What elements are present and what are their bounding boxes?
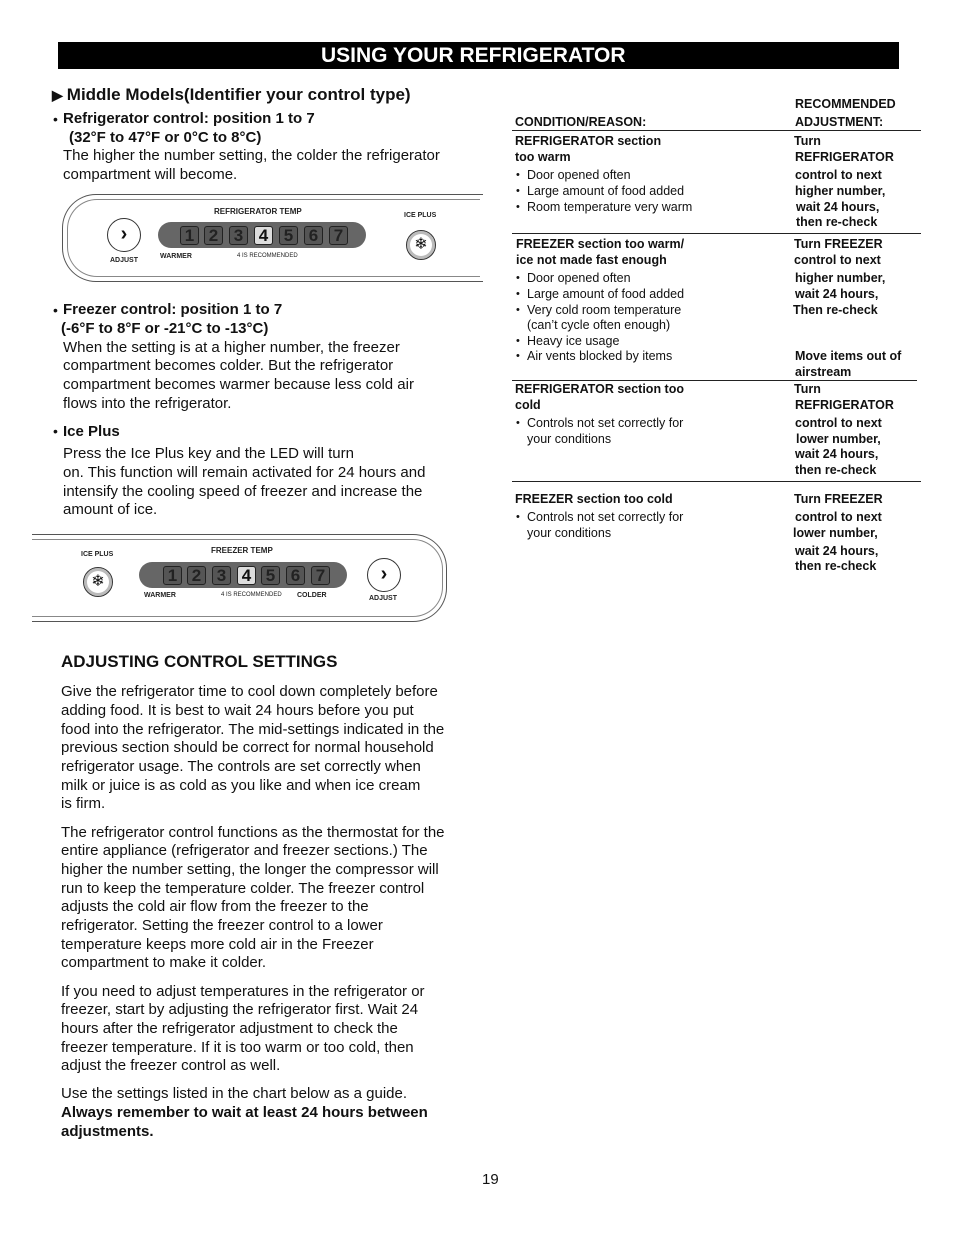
bullet-icon: • xyxy=(516,304,520,316)
row3-title-2: cold xyxy=(515,398,541,412)
setting-4-selected[interactable]: 4 xyxy=(237,566,256,585)
row3-adj-1: Turn xyxy=(794,382,821,396)
fridge-control-line2: (32°F to 47°F or 0°C to 8°C) xyxy=(69,129,262,146)
refrigerator-temp-scale xyxy=(158,222,366,248)
panel1-warmer-label: WARMER xyxy=(160,253,192,260)
adjusting-p2-6: refrigerator. Setting the freezer control to a lower xyxy=(61,917,383,934)
snowflake-icon: ❄ xyxy=(91,573,105,590)
adjust-button-fridge[interactable] xyxy=(107,218,141,252)
bullet-icon: • xyxy=(516,417,520,429)
panel2-title: FREEZER TEMP xyxy=(211,546,273,555)
setting-5[interactable]: 5 xyxy=(261,566,280,585)
fridge-control-desc-1: The higher the number setting, the colder the refrigerator xyxy=(63,147,440,164)
adjusting-p3-5: adjust the freezer control as well. xyxy=(61,1057,281,1074)
freezer-control-desc-2: compartment becomes colder. But the refrigerator xyxy=(63,357,394,374)
chevron-right-icon: › xyxy=(380,563,388,585)
row1-title-2: too warm xyxy=(515,150,571,164)
row2-adj-1: Turn FREEZER xyxy=(794,237,883,251)
row3-adj-5: wait 24 hours, xyxy=(795,447,879,461)
adjusting-p2-7: temperature keeps more cold air in the Freezer xyxy=(61,936,374,953)
row2-item-1: Door opened often xyxy=(527,271,631,285)
adjusting-p1-7: is firm. xyxy=(61,795,106,812)
section-title-rest: (Identifier your control type) xyxy=(183,85,411,104)
table-divider xyxy=(512,481,921,482)
table-divider xyxy=(512,380,917,381)
ice-plus-desc-2: on. This function will remain activated for 24 hours and xyxy=(63,464,426,481)
adjusting-p2-2: entire appliance (refrigerator and freezer sections.) The xyxy=(61,842,428,859)
row2-item-4: (can’t cycle often enough) xyxy=(527,318,671,332)
adjusting-p4-bold-1: Always remember to wait at least 24 hours between xyxy=(61,1104,428,1121)
adjust-button-freezer[interactable] xyxy=(367,558,401,592)
table-divider xyxy=(512,130,921,131)
table-col1-header: CONDITION/REASON: xyxy=(515,115,647,129)
adjusting-p1-4: previous section should be correct for normal household xyxy=(61,739,434,756)
row2-adj-4: wait 24 hours, xyxy=(795,287,879,301)
row1-adj-6: then re-check xyxy=(796,215,878,229)
setting-7[interactable]: 7 xyxy=(311,566,330,585)
setting-6[interactable]: 6 xyxy=(304,226,323,245)
adjusting-p1-2: adding food. It is best to wait 24 hours before you put xyxy=(61,702,414,719)
row1-adj-3: control to next xyxy=(795,168,882,182)
ice-plus-desc-3: intensify the cooling speed of freezer and increase the xyxy=(63,483,423,500)
setting-2[interactable]: 2 xyxy=(204,226,223,245)
setting-7[interactable]: 7 xyxy=(329,226,348,245)
row1-title-1: REFRIGERATOR section xyxy=(515,134,662,148)
adjusting-p2-8: compartment to make it colder. xyxy=(61,954,267,971)
adjusting-p4-bold-2: adjustments. xyxy=(61,1123,154,1140)
table-col2-header-1: RECOMMENDED xyxy=(795,97,896,111)
adjusting-p1-3: food into the refrigerator. The mid-settings indicated in the xyxy=(61,721,445,738)
row3-item-2: your conditions xyxy=(527,432,612,446)
ice-plus-button-fridge[interactable] xyxy=(406,230,436,260)
ice-plus-desc-1: Press the Ice Plus key and the LED will turn xyxy=(63,445,354,462)
snowflake-icon: ❄ xyxy=(414,236,428,253)
row2-item-3: Very cold room temperature xyxy=(527,303,682,317)
adjusting-p3-2: freezer, start by adjusting the refrigerator first. Wait 24 xyxy=(61,1001,419,1018)
setting-1[interactable]: 1 xyxy=(163,566,182,585)
section-title xyxy=(52,85,411,105)
row3-title-1: REFRIGERATOR section too xyxy=(515,382,684,396)
ice-plus-desc-4: amount of ice. xyxy=(63,501,158,518)
panel1-adjust-label: ADJUST xyxy=(110,257,139,264)
row4-item-2: your conditions xyxy=(527,526,612,540)
row1-item-3: Room temperature very warm xyxy=(527,200,693,214)
row4-adj-3: lower number, xyxy=(793,526,878,540)
setting-6[interactable]: 6 xyxy=(286,566,305,585)
panel2-adjust-label: ADJUST xyxy=(369,595,398,602)
row3-adj-4: lower number, xyxy=(796,432,881,446)
row3-adj-2: REFRIGERATOR xyxy=(795,398,894,412)
fridge-control-desc-2: compartment will become. xyxy=(63,166,238,183)
ice-plus-button-freezer[interactable] xyxy=(83,567,113,597)
adjusting-p3-4: freezer temperature. If it is too warm or too cold, then xyxy=(61,1039,414,1056)
setting-2[interactable]: 2 xyxy=(187,566,206,585)
bullet-icon: • xyxy=(516,335,520,347)
row3-adj-6: then re-check xyxy=(795,463,877,477)
adjusting-p2-4: run to keep the temperature colder. The freezer control xyxy=(61,880,425,897)
setting-4-selected[interactable]: 4 xyxy=(254,226,273,245)
page-number: 19 xyxy=(482,1171,499,1188)
table-col2-header-2: ADJUSTMENT: xyxy=(795,115,884,129)
row1-adj-2: REFRIGERATOR xyxy=(795,150,894,164)
freezer-control-line1: Freezer control: position 1 to 7 xyxy=(63,301,283,318)
adjusting-p3-1: If you need to adjust temperatures in the refrigerator or xyxy=(61,983,425,1000)
row4-title-1: FREEZER section too cold xyxy=(515,492,673,506)
row1-adj-4: higher number, xyxy=(795,184,886,198)
row2-adj2-1: Move items out of xyxy=(795,349,902,363)
triangle-right-icon: ▶ xyxy=(52,87,63,103)
row4-item-1: Controls not set correctly for xyxy=(527,510,684,524)
page-banner: USING YOUR REFRIGERATOR xyxy=(58,42,899,69)
panel2-recommended-label: 4 IS RECOMMENDED xyxy=(221,592,282,598)
row4-adj-4: wait 24 hours, xyxy=(795,544,879,558)
freezer-control-line2: (-6°F to 8°F or -21°C to -13°C) xyxy=(61,320,269,337)
setting-3[interactable]: 3 xyxy=(229,226,248,245)
bullet-icon: • xyxy=(53,302,58,318)
panel1-ice-plus-label: ICE PLUS xyxy=(404,212,437,219)
bullet-icon: • xyxy=(516,169,520,181)
row2-adj-2: control to next xyxy=(794,253,881,267)
row1-adj-5: wait 24 hours, xyxy=(796,200,880,214)
bullet-icon: • xyxy=(53,111,58,127)
panel1-title: REFRIGERATOR TEMP xyxy=(214,207,302,216)
bullet-icon: • xyxy=(516,511,520,523)
setting-5[interactable]: 5 xyxy=(279,226,298,245)
row2-adj-3: higher number, xyxy=(795,271,886,285)
adjusting-p2-1: The refrigerator control functions as the thermostat for the xyxy=(61,824,445,841)
adjusting-p1-6: milk or juice is as cold as you like and when ice cream xyxy=(61,777,421,794)
panel2-warmer-label: WARMER xyxy=(144,592,176,599)
table-divider xyxy=(512,233,921,234)
adjusting-p3-3: hours after the refrigerator adjustment to check the xyxy=(61,1020,398,1037)
row2-title-2: ice not made fast enough xyxy=(516,253,667,267)
row2-item-5: Heavy ice usage xyxy=(527,334,620,348)
row1-item-1: Door opened often xyxy=(527,168,631,182)
row3-adj-3: control to next xyxy=(795,416,882,430)
freezer-control-desc-1: When the setting is at a higher number, the freezer xyxy=(63,339,400,356)
bullet-icon: • xyxy=(516,288,520,300)
row4-adj-5: then re-check xyxy=(795,559,877,573)
row3-item-1: Controls not set correctly for xyxy=(527,416,684,430)
row2-title-1: FREEZER section too warm/ xyxy=(516,237,685,251)
row1-item-2: Large amount of food added xyxy=(527,184,685,198)
freezer-control-desc-4: flows into the refrigerator. xyxy=(63,395,232,412)
freezer-temp-scale xyxy=(139,562,347,588)
row4-adj-1: Turn FREEZER xyxy=(794,492,883,506)
chevron-right-icon: › xyxy=(120,223,128,245)
bullet-icon: • xyxy=(516,201,520,213)
bullet-icon: • xyxy=(516,185,520,197)
fridge-control-line1: Refrigerator control: position 1 to 7 xyxy=(63,110,315,127)
row2-adj2-2: airstream xyxy=(795,365,852,379)
adjusting-p1-1: Give the refrigerator time to cool down completely before xyxy=(61,683,438,700)
bullet-icon: • xyxy=(516,272,520,284)
ice-plus-title: Ice Plus xyxy=(63,423,120,440)
adjusting-p4: Use the settings listed in the chart below as a guide. xyxy=(61,1085,408,1102)
panel2-ice-plus-label: ICE PLUS xyxy=(81,551,114,558)
row2-item-6: Air vents blocked by items xyxy=(527,349,673,363)
row2-adj-5: Then re-check xyxy=(793,303,878,317)
panel1-recommended-label: 4 IS RECOMMENDED xyxy=(237,253,298,259)
adjusting-p1-5: refrigerator usage. The controls are set correctly when xyxy=(61,758,421,775)
setting-3[interactable]: 3 xyxy=(212,566,231,585)
section-title-bold: Middle Models xyxy=(66,85,184,104)
panel2-colder-label: COLDER xyxy=(297,592,327,599)
bullet-icon: • xyxy=(53,423,58,439)
row2-item-2: Large amount of food added xyxy=(527,287,685,301)
setting-1[interactable]: 1 xyxy=(180,226,199,245)
freezer-control-desc-3: compartment becomes warmer because less cold air xyxy=(63,376,414,393)
row1-adj-1: Turn xyxy=(794,134,821,148)
adjusting-p2-5: adjusts the cold air flow from the freezer to the xyxy=(61,898,369,915)
bullet-icon: • xyxy=(516,350,520,362)
row4-adj-2: control to next xyxy=(795,510,882,524)
adjusting-p2-3: higher the number setting, the longer the compressor will xyxy=(61,861,439,878)
adjusting-heading: ADJUSTING CONTROL SETTINGS xyxy=(61,652,338,671)
